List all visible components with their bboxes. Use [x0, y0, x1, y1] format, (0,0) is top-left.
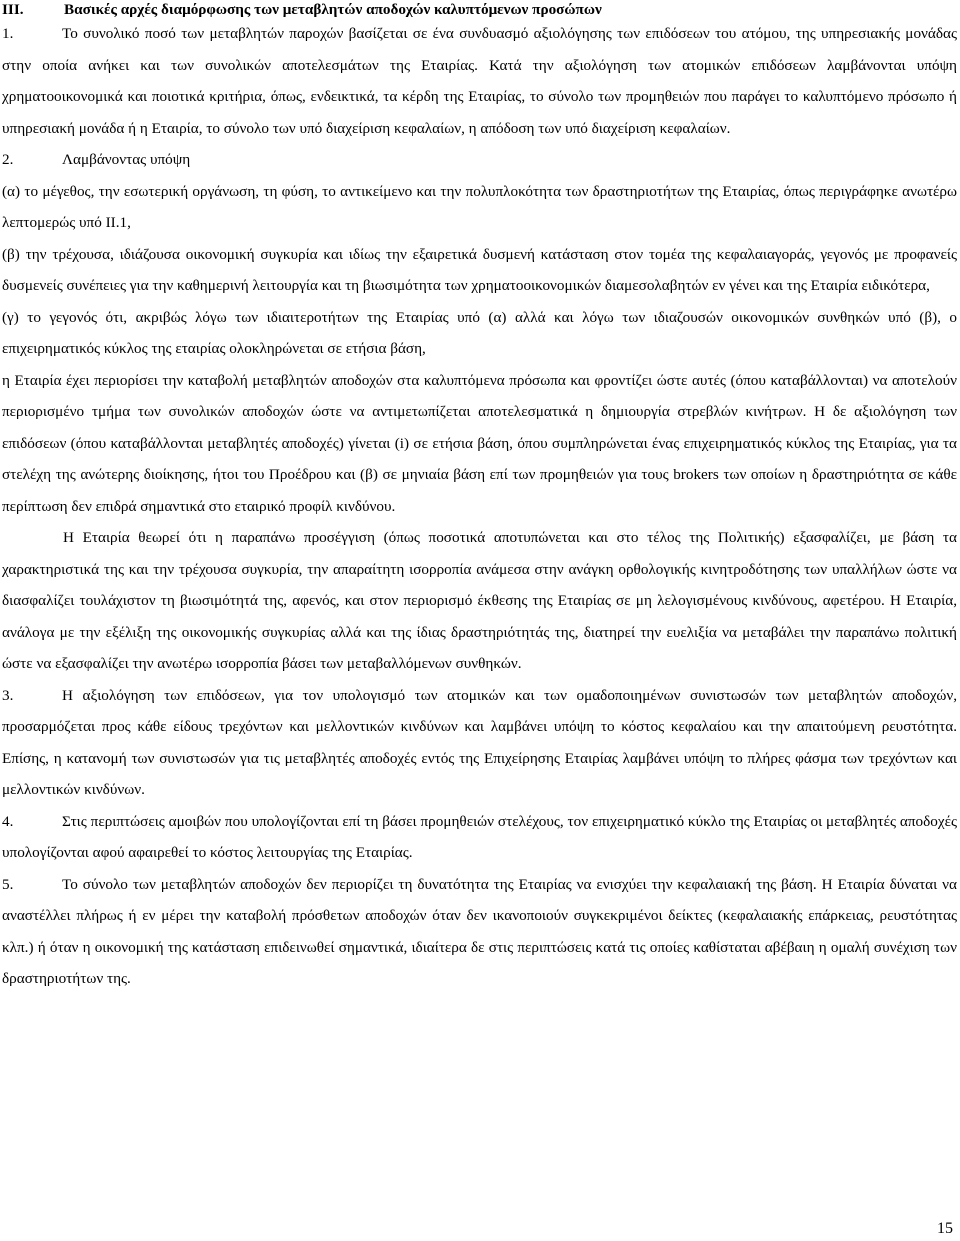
paragraph [2, 176, 957, 239]
paragraph-text: Το σύνολο των μεταβλητών αποδοχών δεν περιορίζει τη δυνατότητα της Εταιρίας να ενισχύει την κεφαλαιακή της βάση. Η Εταιρία δύναται να αναστέλλει πλήρως ή εν μέρει την καταβολή πρόσθετων αποδοχών όταν δεν ικανοποιούν συγκεκριμένοι δείκτες (κεφαλαιακής επάρκειας, ρευστότητας κλπ.) ή όταν η οικονομική της κατάσταση επιδεινωθεί σημαντικά, ιδιαίτερα δε στις περιπτώσεις κατά τις οποίες καθίσταται αβέβαιη η ομαλή συνέχιση των δραστηριοτήτων της. [2, 875, 957, 987]
paragraph-number: 5. [2, 875, 14, 893]
paragraph-text: Λαμβάνοντας υπόψη [62, 151, 191, 168]
paragraph-text: η Εταιρία έχει περιορίσει την καταβολή μεταβλητών αποδοχών στα καλυπτόμενα πρόσωπα και φροντίζει ώστε αυτές (όπου καταβάλλονται) να αποτελούν περιορισμένο τμήμα των συνολικών αποδοχών ώστε να αντιμετωπίζεται αποτελεσματικά η δημιουργία στρεβλών κινήτρων. Η δε αξιολόγηση των επιδόσεων (όπου καταβάλλονται μεταβλητές αποδοχές) γίνεται (i) σε ετήσια βάση, όπου συμπληρώνεται ένας επιχειρηματικός κύκλος της Εταιρίας, για τα στελέχη της ανώτερης διοίκησης, ήτοι του Προέδρου και (β) σε μηνιαία βάση επί των προμηθειών για τους brokers των οποίων η δραστηριότητα σε κάθε περίπτωση δεν επιδρά σημαντικά στο εταιρικό προφίλ κινδύνου. [2, 371, 957, 515]
paragraph [2, 522, 957, 680]
document-body [2, 18, 957, 995]
paragraph [2, 365, 957, 523]
paragraph-text: (γ) το γεγονός ότι, ακριβώς λόγω των ιδιαιτεροτήτων της Εταιρίας υπό (α) αλλά και λόγω των ιδιαζουσών οικονομικών συνθηκών υπό (β), ο επιχειρηματικός κύκλος της εταιρίας ολοκληρώνεται σε ετήσια βάση, [2, 308, 957, 357]
paragraph-text: Η αξιολόγηση των επιδόσεων, για τον υπολογισμό των ατομικών και των ομαδοποιημένων συνιστωσών των μεταβλητών αποδοχών, προσαρμόζεται προς κάθε είδους τρεχόντων και μελλοντικών κινδύνων και λαμβάνει υπόψη το κόστος κεφαλαίου και την απαιτούμενη ρευστότητα. Επίσης, η κατανομή των συνιστωσών για τις μεταβλητές αποδοχές εντός της Επιχείρησης Εταιρίας λαμβάνει υπόψη το πλήρες φάσμα των τρεχόντων και μελλοντικών κινδύνων. [2, 686, 957, 798]
paragraph-text: (β) την τρέχουσα, ιδιάζουσα οικονομική συγκυρία και ιδίως την εξαιρετικά δυσμενή κατάσταση στον τομέα της κεφαλαιαγοράς, γεγονός με προφανείς δυσμενείς συνέπειες για την καθημερινή λειτουργία και τη βιωσιμότητα των χρηματοοικονομικών διαμεσολαβητών εν γένει και της Εταιρία ειδικότερα, [2, 245, 957, 294]
page-number: 15 [937, 1220, 953, 1237]
paragraph-number: 1. [2, 25, 14, 42]
paragraph [2, 144, 957, 176]
paragraph [2, 806, 957, 869]
paragraph [2, 869, 957, 995]
paragraph-number: 3. [2, 686, 14, 704]
paragraph-text: (α) το μέγεθος, την εσωτερική οργάνωση, τη φύση, το αντικείμενο και την πολυπλοκότητα των δραστηριοτήτων της Εταιρίας, όπως περιγράφηκε ανωτέρω λεπτομερώς υπό ΙΙ.1, [2, 182, 957, 231]
paragraph [2, 680, 957, 806]
paragraph-number: 2. [2, 151, 14, 168]
paragraph [2, 239, 957, 302]
paragraph-text: Η Εταιρία θεωρεί ότι η παραπάνω προσέγγιση (όπως ποσοτικά αποτυπώνεται και στο τέλος της Πολιτικής) εξασφαλίζει, με βάση τα χαρακτηριστικά της και την τρέχουσα συγκυρία, την απαραίτητη ισορροπία ανάμεσα στην ανάγκη ορθολογικής κινητροδότησης των υπαλλήλων ώστε να διασφαλίζει τουλάχιστον τη βιωσιμότητά της, αφενός, και στον περιορισμό έκθεσης της Εταιρίας σε μη λελογισμένους κινδύνους, αφετέρου. Η Εταιρία, ανάλογα με την εξέλιξη της οικονομικής συγκυρίας αλλά και της ίδιας δραστηριότητάς της, διατηρεί την ευελιξία να μεταβάλει την παραπάνω πολιτική ώστε να εξασφαλίζει την ανωτέρω ισορροπία βάσει των μεταβαλλόμενων συνθηκών. [2, 529, 957, 672]
paragraph-text: Στις περιπτώσεις αμοιβών που υπολογίζονται επί τη βάσει προμηθειών στελέχους, τον επιχειρηματικό κύκλο της Εταιρίας οι μεταβλητές αποδοχές υπολογίζονται αφού αφαιρεθεί το κόστος λειτουργίας της Εταιρίας. [2, 812, 957, 861]
paragraph-text: Το συνολικό ποσό των μεταβλητών παροχών βασίζεται σε ένα συνδυασμό αξιολόγησης των επιδόσεων του ατόμου, της υπηρεσιακής μονάδας στην οποία ανήκει και των συνολικών αποτελεσμάτων της Εταιρίας. Κατά την αξιολόγηση των ατομικών επιδόσεων λαμβάνονται υπόψη χρηματοοικονομικά και ποιοτικά κριτήρια, όπως, ενδεικτικά, τα κέρδη της Εταιρίας, το σύνολο των προμηθειών που παράγει το καλυπτόμενο πρόσωπο ή υπηρεσιακή μονάδα ή η Εταιρία, το σύνολο των υπό διαχείριση κεφαλαίων, η απόδοση των υπό διαχείριση κεφαλαίων. [2, 25, 957, 137]
section-title: Βασικές αρχές διαμόρφωσης των μεταβλητών αποδοχών καλυπτόμενων προσώπων [64, 1, 602, 18]
section-number: III. [2, 1, 24, 18]
paragraph-number: 4. [2, 812, 14, 830]
paragraph [2, 302, 957, 365]
paragraph [2, 18, 957, 144]
section-heading [2, 0, 952, 20]
